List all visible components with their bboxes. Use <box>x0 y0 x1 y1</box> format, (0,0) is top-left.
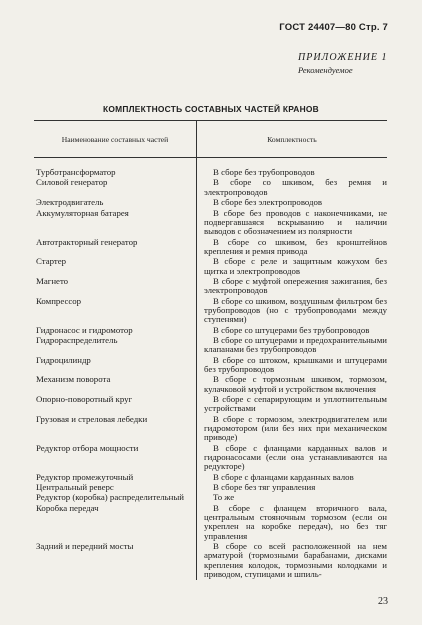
completeness-text: В сборе с тормозом, электродвигателем или гидромотором (или без них при механическом приводе) <box>204 413 387 443</box>
table-row <box>34 542 387 580</box>
component-completeness <box>197 209 388 238</box>
component-completeness <box>197 297 388 326</box>
table-header-row <box>34 121 387 158</box>
completeness-text: То же <box>213 492 235 503</box>
component-name: Турботрансформатор <box>36 167 116 178</box>
section-title: КОМПЛЕКТНОСТЬ СОСТАВНЫХ ЧАСТЕЙ КРАНОВ <box>103 104 319 114</box>
completeness-text: В сборе со шкивом, воздушным фильтром без трубопроводов (но с трубопроводами между ступенями) <box>204 295 387 325</box>
table-row <box>34 415 387 444</box>
component-name: Стартер <box>36 256 67 267</box>
page-number: 23 <box>378 596 388 607</box>
component-completeness <box>197 415 388 444</box>
component-completeness <box>197 277 388 297</box>
component-name: Гидрораспределитель <box>36 334 118 345</box>
component-completeness <box>197 542 388 580</box>
component-name: Грузовая и стреловая лебедки <box>36 413 148 424</box>
table-row <box>34 356 387 376</box>
completeness-text: В сборе с фланцами карданных валов и гидронасосами (если она устанавливаются на редукторе) <box>204 442 387 472</box>
component-name: Редуктор отбора мощности <box>36 442 139 453</box>
table-row <box>34 336 387 356</box>
component-completeness <box>197 375 388 395</box>
completeness-text: В сборе со шкивом, без ремня и электропроводов <box>204 177 387 197</box>
component-completeness <box>197 504 388 542</box>
component-completeness <box>197 395 388 415</box>
completeness-text: В сборе со штуцерами и предохранительными клапанами без трубопроводов <box>204 334 387 355</box>
component-name: Гидроцилиндр <box>36 354 91 365</box>
component-name: Редуктор (коробка) распределительный <box>36 492 184 503</box>
completeness-text: В сборе без трубопроводов <box>213 167 315 178</box>
component-completeness <box>197 238 388 258</box>
table-row <box>34 297 387 326</box>
component-completeness <box>197 444 388 473</box>
table-row <box>34 178 387 198</box>
table-body <box>34 158 387 581</box>
component-name: Электродвигатель <box>36 197 104 208</box>
column-header-name: Наименование составных частей <box>34 121 197 158</box>
completeness-text: В сборе с фланцами карданных валов <box>213 471 354 482</box>
completeness-text: В сборе со штуцерами без трубопроводов <box>213 324 370 335</box>
component-name: Центральный реверс <box>36 482 114 493</box>
table-row <box>34 375 387 395</box>
table-row <box>34 504 387 542</box>
component-name: Компрессор <box>36 295 82 306</box>
completeness-text: В сборе с реле и защитным кожухом без щитка и электропроводов <box>204 256 387 276</box>
completeness-text: В сборе без проводов с наконечниками, не подвергавшаяся вскрыванию и наличии выводов с обозначением из полярности <box>204 207 387 237</box>
component-name: Опорно-поворотный круг <box>36 394 133 405</box>
page-header: ГОСТ 24407—80 Стр. 7 <box>279 22 388 33</box>
component-name: Механизм поворота <box>36 374 111 385</box>
completeness-text: В сборе со штоком, крышками и штуцерами без трубопроводов <box>204 354 387 374</box>
table-row <box>34 395 387 415</box>
completeness-text: В сборе со шкивом, без кронштейнов крепления и ремня привода <box>204 236 387 256</box>
completeness-text: В сборе со всей расположенной на нем арматурой (тормозными барабанами, дисками крепления колодок, тормозными колодками и приводом, ступицами и шпиль- <box>204 541 387 580</box>
table-row <box>34 257 387 277</box>
appendix-subtitle: Рекомендуемое <box>298 65 353 75</box>
component-completeness <box>197 257 388 277</box>
component-name: Гидронасос и гидромотор <box>36 324 133 335</box>
completeness-text: В сборе с сепарирующим и уплотнительным устройствами <box>204 394 387 414</box>
table-row <box>34 444 387 473</box>
component-name: Аккумуляторная батарея <box>36 207 129 218</box>
completeness-text: В сборе с муфтой опережения зажигания, без электропроводов <box>204 275 387 296</box>
completeness-text: В сборе с фланцем вторичного вала, центральным стояночным тормозом (если он укреплен на коробке передач), но без тяг управления <box>204 502 387 541</box>
component-name: Коробка передач <box>36 502 99 513</box>
completeness-text: В сборе без электропроводов <box>213 197 323 208</box>
table-row <box>34 238 387 258</box>
column-header-completeness: Комплектность <box>197 121 388 158</box>
component-completeness <box>197 356 388 376</box>
appendix-block <box>298 52 388 75</box>
component-completeness <box>197 198 388 208</box>
component-name: Автотракторный генератор <box>36 236 138 247</box>
component-name: Магнето <box>36 275 69 286</box>
table-row <box>34 198 387 208</box>
completeness-text: В сборе без тяг управления <box>213 482 316 493</box>
component-completeness <box>197 336 388 356</box>
components-table <box>34 120 387 580</box>
component-name: Задний и передний мосты <box>36 541 134 552</box>
component-name: Силовой генератор <box>36 177 108 188</box>
component-completeness <box>197 178 388 198</box>
appendix-title: ПРИЛОЖЕНИЕ 1 <box>298 52 388 63</box>
component-name: Редуктор промежуточный <box>36 471 134 482</box>
table-row <box>34 209 387 238</box>
table-row <box>34 277 387 297</box>
completeness-text: В сборе с тормозным шкивом, тормозом, кулачковой муфтой и устройством включения <box>204 374 387 394</box>
